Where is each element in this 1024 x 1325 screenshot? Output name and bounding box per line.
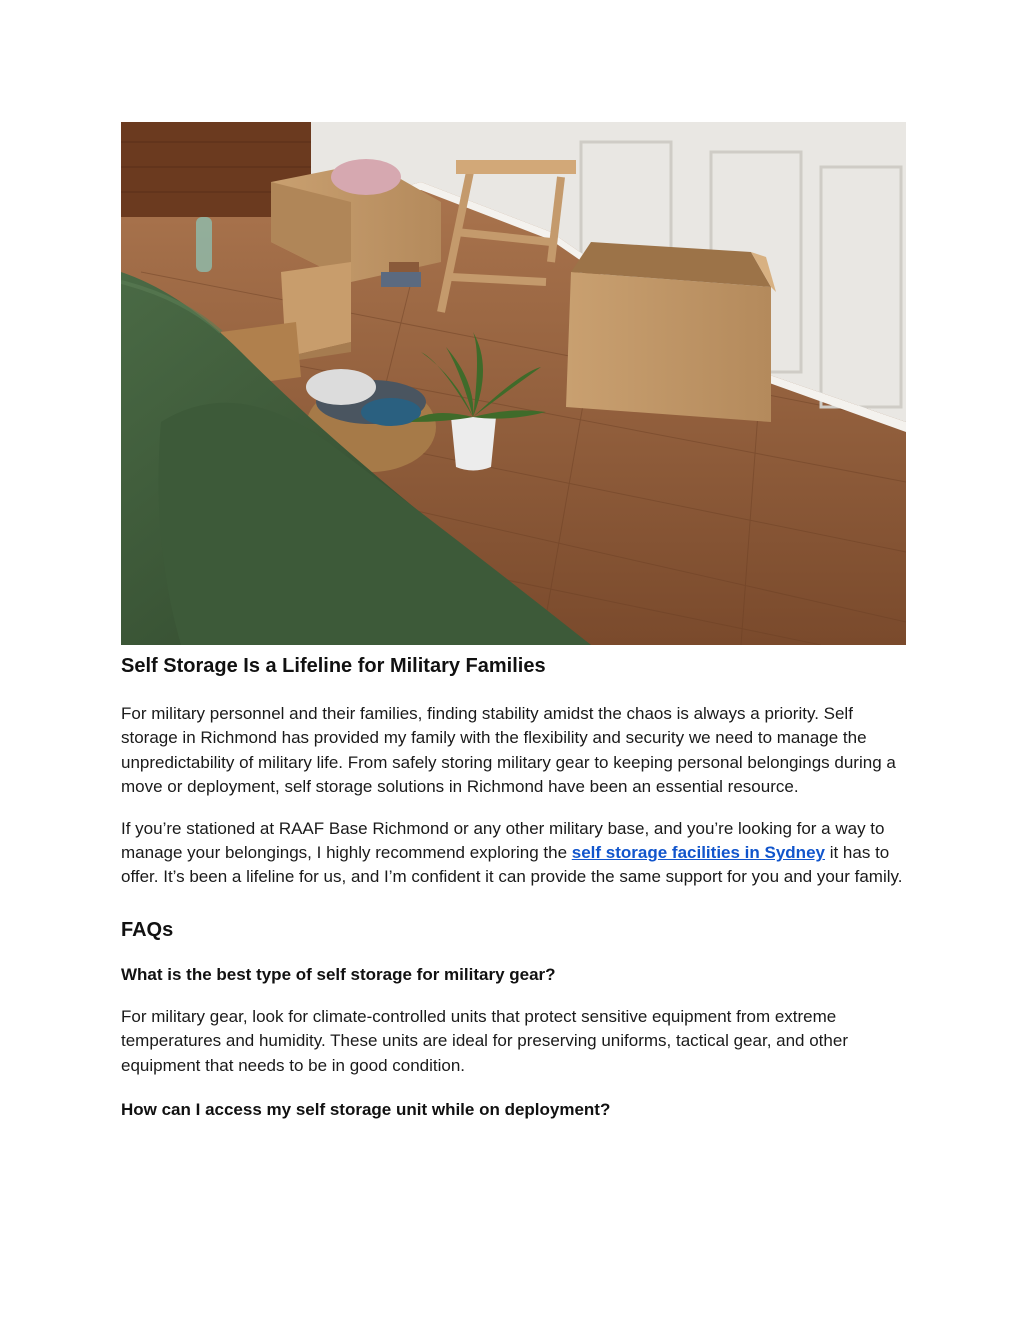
paragraph-2-text-before: If you’re stationed at RAAF Base Richmond or any other military base, and you’re looking for a way to manage your belongings, I highly recommend exploring the xyxy=(121,818,885,863)
faq-question-2: How can I access my self storage unit while on deployment? xyxy=(121,1100,611,1120)
faq-question-1: What is the best type of self storage for military gear? xyxy=(121,964,556,984)
paragraph-2-text-after: it has to offer. It’s been a lifeline for us, and I’m confident it can provide the same support for you and your family. xyxy=(121,843,903,887)
article-heading: Self Storage Is a Lifeline for Military Families xyxy=(121,655,546,677)
faq-answer-1: For military gear, look for climate-controlled units that protect sensitive equipment from extreme temperatures and humidity. These units are ideal for preserving uniforms, tactical gear, and other equipment that needs to be in good condition. xyxy=(121,1006,848,1075)
paragraph-2 xyxy=(121,817,907,890)
hero-photo xyxy=(121,122,906,645)
self-storage-sydney-link[interactable]: self storage facilities in Sydney xyxy=(571,843,825,863)
faqs-heading: FAQs xyxy=(121,918,174,941)
article-content xyxy=(121,652,907,1122)
paragraph-1: For military personnel and their families, finding stability amidst the chaos is always a priority. Self storage in Richmond has provided my family with the flexibility and security we need to manage the unpredictability of military life. From safely storing military gear to keeping personal belongings during a move or deployment, self storage solutions in Richmond have been an essential resource. xyxy=(121,704,896,797)
